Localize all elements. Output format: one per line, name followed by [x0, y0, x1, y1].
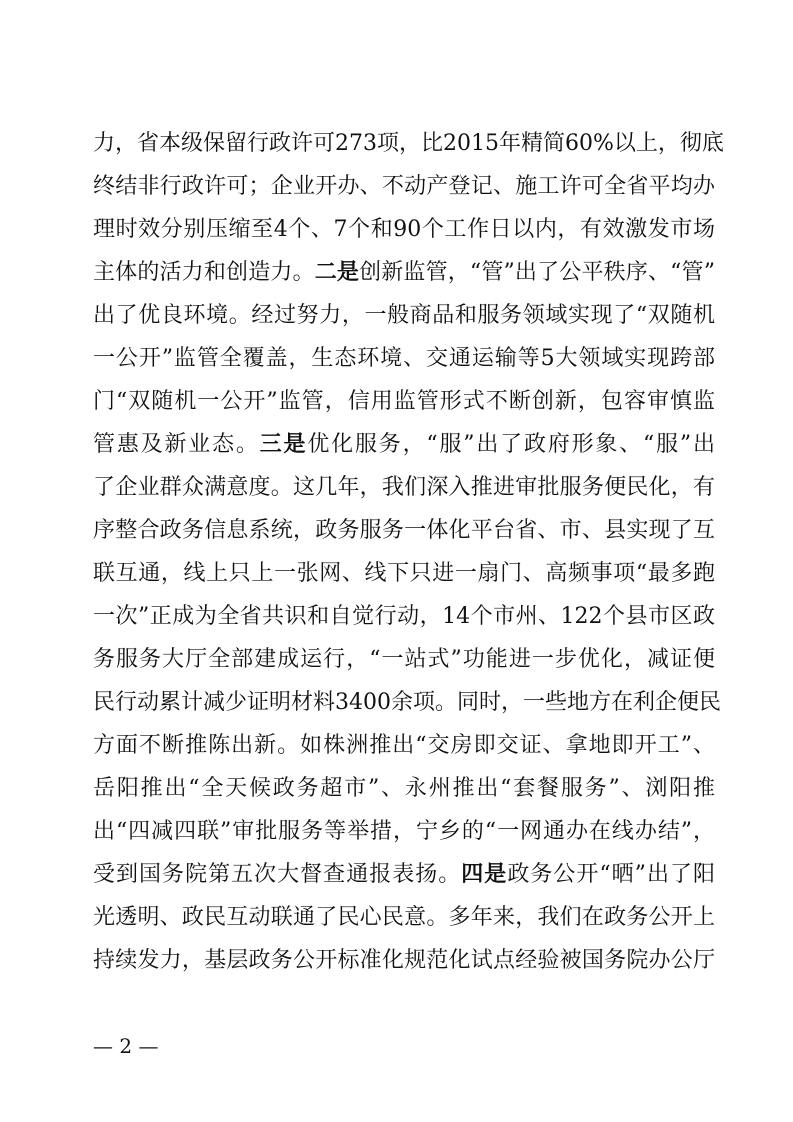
text-line [93, 638, 715, 681]
text-line [93, 853, 715, 896]
text-run: 联互通，线上只上一张网、线下只进一扇门、高频事项“最多跑 [93, 561, 715, 586]
bold-run: 二是 [314, 259, 360, 285]
text-line [93, 294, 715, 337]
text-line [93, 165, 715, 208]
text-run: 一公开”监管全覆盖，生态环境、交通运输等5大领域实现跨部 [93, 346, 715, 371]
text-run: 方面不断推陈出新。如株洲推出“交房即交证、拿地即开工”、 [93, 733, 715, 758]
text-line [93, 466, 715, 509]
text-line [93, 251, 715, 294]
text-run: 光透明、政民互动联通了民心民意。多年来，我们在政务公开上 [93, 905, 715, 930]
text-run: 政务公开“晒”出了阳 [507, 862, 715, 887]
text-line [93, 767, 715, 810]
bold-run: 三是 [259, 431, 308, 457]
text-run: 了企业群众满意度。这几年，我们深入推进审批服务便民化，有 [93, 475, 715, 500]
text-run: 出了优良环境。经过努力，一般商品和服务领域实现了“双随机 [93, 303, 715, 328]
text-line [93, 552, 715, 595]
text-line [93, 939, 715, 982]
text-run: 出“四减四联”审批服务等举措，宁乡的“一网通办在线办结”， [93, 819, 715, 844]
text-run: 门“双随机一公开”监管，信用监管形式不断创新，包容审慎监 [93, 389, 715, 414]
text-run: 理时效分别压缩至4个、7个和90个工作日以内，有效激发市场 [93, 217, 715, 242]
text-line [93, 380, 715, 423]
bold-run: 四是 [461, 861, 508, 887]
text-run: 终结非行政许可；企业开办、不动产登记、施工许可全省平均办 [93, 174, 715, 199]
text-run: 岳阳推出“全天候政务超市”、永州推出“套餐服务”、浏阳推 [93, 776, 715, 801]
text-run: 民行动累计减少证明材料3400余项。同时，一些地方在利企便民 [93, 690, 721, 715]
text-run: 力，省本级保留行政许可273项，比2015年精简60%以上，彻底 [93, 131, 724, 156]
text-line [93, 208, 715, 251]
text-run: 受到国务院第五次大督查通报表扬。 [93, 862, 462, 887]
text-run: 序整合政务信息系统，政务服务一体化平台省、市、县实现了互 [93, 518, 715, 543]
text-line [93, 595, 715, 638]
text-line [93, 896, 715, 939]
page-number: — 2 — [93, 1034, 159, 1058]
body-paragraph [93, 122, 724, 982]
text-run: 管惠及新业态。 [93, 432, 260, 457]
text-run: 务服务大厅全部建成运行，“一站式”功能进一步优化，减证便 [93, 647, 715, 672]
text-run: 持续发力，基层政务公开标准化规范化试点经验被国务院办公厅 [93, 948, 715, 973]
text-line [93, 681, 721, 724]
text-line [93, 337, 715, 380]
text-line [93, 122, 724, 165]
text-line [93, 509, 715, 552]
text-run: 主体的活力和创造力。 [93, 260, 315, 285]
text-line [93, 423, 715, 466]
text-line [93, 724, 715, 767]
text-run: 创新监管，“管”出了公平秩序、“管” [359, 260, 715, 285]
text-line [93, 810, 715, 853]
text-run: 一次”正成为全省共识和自觉行动，14个市州、122个县市区政 [93, 604, 715, 629]
text-run: 优化服务，“服”出了政府形象、“服”出 [307, 432, 715, 457]
